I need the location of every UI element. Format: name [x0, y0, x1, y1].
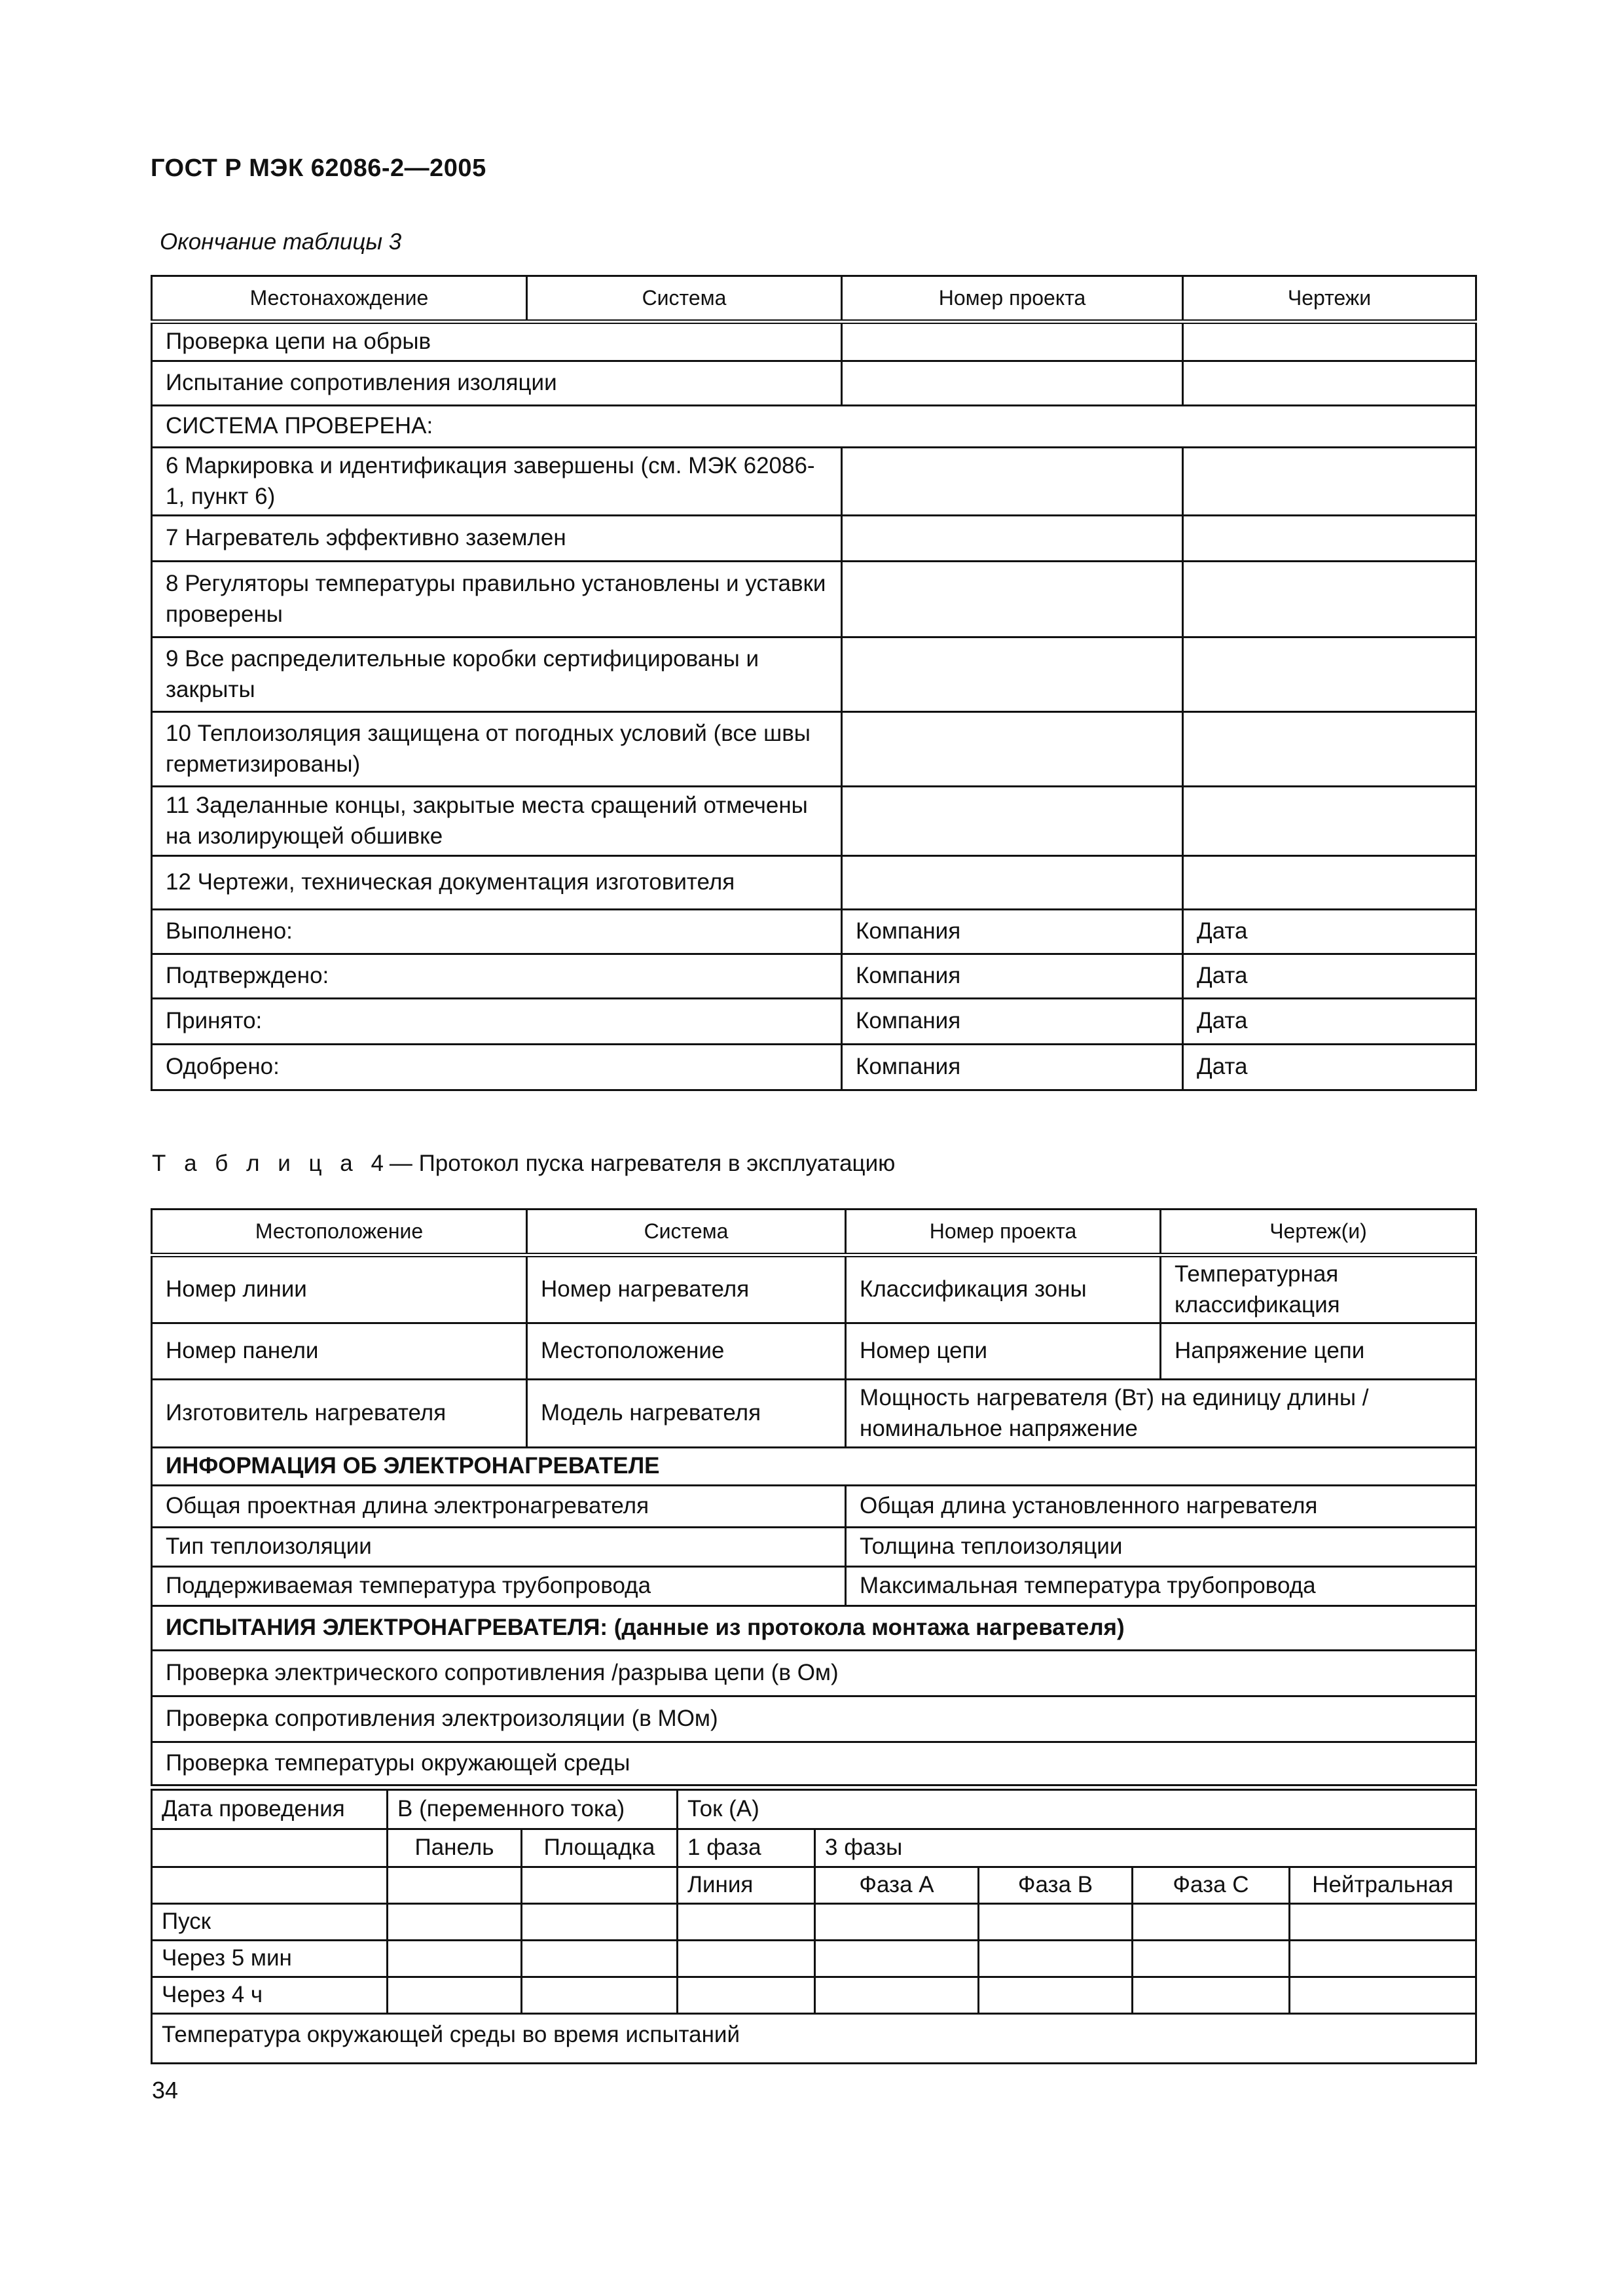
- table4-meas-empty: [979, 1977, 1133, 2014]
- table4-cell: Классификация зоны: [846, 1255, 1161, 1323]
- table4-phase3-label: 3 фазы: [815, 1829, 1476, 1867]
- table3-signoff-label: Выполнено:: [152, 910, 842, 954]
- table4-cell: Местоположение: [527, 1323, 846, 1380]
- table4-cell: Номер панели: [152, 1323, 527, 1380]
- table4-ambient-footer: Температура окружающей среды во время испытаний: [152, 2014, 1476, 2064]
- table3-check-item: 8 Регуляторы температуры правильно установлены и уставки проверены: [152, 562, 842, 637]
- table4-test-row: Проверка электрического сопротивления /разрыва цепи (в Ом): [152, 1651, 1476, 1696]
- table4-current-label: Ток (А): [678, 1790, 1476, 1829]
- table3-cell-empty: [1183, 712, 1476, 787]
- table4-caption-text: — Протокол пуска нагревателя в эксплуатацию: [389, 1151, 896, 1176]
- table3-cell-empty: [842, 856, 1183, 910]
- table3-cell-empty: [1183, 322, 1476, 361]
- table4-meas-empty: [522, 1977, 678, 2014]
- table4-caption: [152, 1151, 895, 1177]
- table4-meas-empty: [815, 1904, 979, 1941]
- document-header-title: ГОСТ Р МЭК 62086-2—2005: [151, 154, 486, 182]
- table4-test-row: Проверка сопротивления электроизоляции (в МОм): [152, 1696, 1476, 1742]
- table4-info-cell: Общая проектная длина электронагревателя: [152, 1486, 846, 1528]
- table3-cell-empty: [1183, 787, 1476, 856]
- table3-cell-empty: [1183, 516, 1476, 562]
- table3-check-item: 7 Нагреватель эффективно заземлен: [152, 516, 842, 562]
- table3-cell-empty: [1183, 856, 1476, 910]
- table4-cell: Изготовитель нагревателя: [152, 1380, 527, 1448]
- table3: [151, 275, 1477, 1091]
- table3-row-label: Испытание сопротивления изоляции: [152, 361, 842, 406]
- table3-cell-empty: [842, 516, 1183, 562]
- table4-header-location: Местоположение: [152, 1210, 527, 1255]
- table4-panel-label: Панель: [388, 1829, 522, 1867]
- table4-time-label: Через 5 мин: [152, 1941, 388, 1977]
- table4-meas-empty: [522, 1867, 678, 1904]
- table3-signoff-company: Компания: [842, 954, 1183, 999]
- table3-signoff-date: Дата: [1183, 999, 1476, 1045]
- table4-info-cell: Максимальная температура трубопровода: [846, 1567, 1476, 1606]
- table3-signoff-date: Дата: [1183, 954, 1476, 999]
- table4-meas-empty: [152, 1829, 388, 1867]
- table4-meas-empty: [1290, 1977, 1476, 2014]
- table4-meas-empty: [388, 1941, 522, 1977]
- table4-meas-empty: [1133, 1941, 1290, 1977]
- table4-time-label: Пуск: [152, 1904, 388, 1941]
- table3-signoff-company: Компания: [842, 910, 1183, 954]
- table4-area-label: Площадка: [522, 1829, 678, 1867]
- table4-meas-empty: [678, 1977, 815, 2014]
- page-number: 34: [152, 2077, 179, 2104]
- table4-meas-empty: [522, 1941, 678, 1977]
- table4-meas-empty: [152, 1867, 388, 1904]
- table4-meas-empty: [979, 1941, 1133, 1977]
- table4-meas-empty: [388, 1867, 522, 1904]
- table3-signoff-label: Принято:: [152, 999, 842, 1045]
- table4-info-cell: Толщина теплоизоляции: [846, 1528, 1476, 1567]
- table3-header-drawings: Чертежи: [1183, 276, 1476, 322]
- table4-header-drawings: Чертеж(и): [1161, 1210, 1476, 1255]
- table3-cell-empty: [1183, 361, 1476, 406]
- table4-neutral-label: Нейтральная: [1290, 1867, 1476, 1904]
- table3-signoff-date: Дата: [1183, 1045, 1476, 1090]
- table3-check-item: 10 Теплоизоляция защищена от погодных условий (все швы герметизированы): [152, 712, 842, 787]
- table4-voltage-label: В (переменного тока): [388, 1790, 678, 1829]
- table4-cell: Мощность нагревателя (Вт) на единицу длины / номинальное напряжение: [846, 1380, 1476, 1448]
- table4-meas-empty: [678, 1904, 815, 1941]
- table3-cell-empty: [842, 448, 1183, 516]
- table4-meas-empty: [1133, 1977, 1290, 2014]
- table4-meas-empty: [522, 1904, 678, 1941]
- table4-meas-empty: [979, 1904, 1133, 1941]
- table4-phase-b-label: Фаза В: [979, 1867, 1133, 1904]
- table3-cell-empty: [842, 361, 1183, 406]
- table3-continuation-caption: Окончание таблицы 3: [160, 229, 402, 255]
- table3-signoff-company: Компания: [842, 999, 1183, 1045]
- table3-cell-empty: [842, 562, 1183, 637]
- table4-meas-empty: [1290, 1941, 1476, 1977]
- table3-cell-empty: [842, 712, 1183, 787]
- table3-section-title: СИСТЕМА ПРОВЕРЕНА:: [152, 406, 1476, 448]
- table3-cell-empty: [1183, 637, 1476, 712]
- table4-phase-a-label: Фаза А: [815, 1867, 979, 1904]
- table3-signoff-label: Одобрено:: [152, 1045, 842, 1090]
- table4-line-label: Линия: [678, 1867, 815, 1904]
- table3-check-item: 6 Маркировка и идентификация завершены (см. МЭК 62086-1, пункт 6): [152, 448, 842, 516]
- table4-cell: Номер линии: [152, 1255, 527, 1323]
- table3-header-system: Система: [527, 276, 842, 322]
- table4-info-cell: Общая длина установленного нагревателя: [846, 1486, 1476, 1528]
- table4-meas-empty: [678, 1941, 815, 1977]
- table4-cell: Номер нагревателя: [527, 1255, 846, 1323]
- table4-caption-prefix: Т а б л и ц а 4: [152, 1151, 390, 1176]
- table4-meas-empty: [815, 1977, 979, 2014]
- table4: [151, 1208, 1477, 1786]
- table4-info-title: ИНФОРМАЦИЯ ОБ ЭЛЕКТРОНАГРЕВАТЕЛЕ: [152, 1448, 1476, 1486]
- table4-cell: Модель нагревателя: [527, 1380, 846, 1448]
- table3-signoff-label: Подтверждено:: [152, 954, 842, 999]
- table3-signoff-date: Дата: [1183, 910, 1476, 954]
- table4-measurements: [151, 1789, 1477, 2064]
- table4-meas-empty: [388, 1904, 522, 1941]
- table3-row-label: Проверка цепи на обрыв: [152, 322, 842, 361]
- table3-check-item: 12 Чертежи, техническая документация изготовителя: [152, 856, 842, 910]
- table3-header-location: Местонахождение: [152, 276, 527, 322]
- table4-meas-empty: [1133, 1904, 1290, 1941]
- table4-cell: Напряжение цепи: [1161, 1323, 1476, 1380]
- table4-info-cell: Поддерживаемая температура трубопровода: [152, 1567, 846, 1606]
- table3-cell-empty: [842, 322, 1183, 361]
- table3-cell-empty: [1183, 562, 1476, 637]
- table4-header-project-number: Номер проекта: [846, 1210, 1161, 1255]
- table4-meas-empty: [1290, 1904, 1476, 1941]
- table3-signoff-company: Компания: [842, 1045, 1183, 1090]
- table4-time-label: Через 4 ч: [152, 1977, 388, 2014]
- table4-meas-empty: [815, 1941, 979, 1977]
- table4-tests-title: ИСПЫТАНИЯ ЭЛЕКТРОНАГРЕВАТЕЛЯ: (данные из протокола монтажа нагревателя): [152, 1606, 1476, 1651]
- table4-date-label: Дата проведения: [152, 1790, 388, 1829]
- table4-meas-empty: [388, 1977, 522, 2014]
- table4-test-row: Проверка температуры окружающей среды: [152, 1742, 1476, 1785]
- table3-header-project-number: Номер проекта: [842, 276, 1183, 322]
- table4-phase1-label: 1 фаза: [678, 1829, 815, 1867]
- table3-check-item: 11 Заделанные концы, закрытые места сращений отмечены на изолирующей обшивке: [152, 787, 842, 856]
- table4-cell: Номер цепи: [846, 1323, 1161, 1380]
- table3-cell-empty: [1183, 448, 1476, 516]
- table3-cell-empty: [842, 787, 1183, 856]
- table4-header-system: Система: [527, 1210, 846, 1255]
- table3-cell-empty: [842, 637, 1183, 712]
- table4-info-cell: Тип теплоизоляции: [152, 1528, 846, 1567]
- table4-cell: Температурная классификация: [1161, 1255, 1476, 1323]
- table3-check-item: 9 Все распределительные коробки сертифицированы и закрыты: [152, 637, 842, 712]
- table4-phase-c-label: Фаза С: [1133, 1867, 1290, 1904]
